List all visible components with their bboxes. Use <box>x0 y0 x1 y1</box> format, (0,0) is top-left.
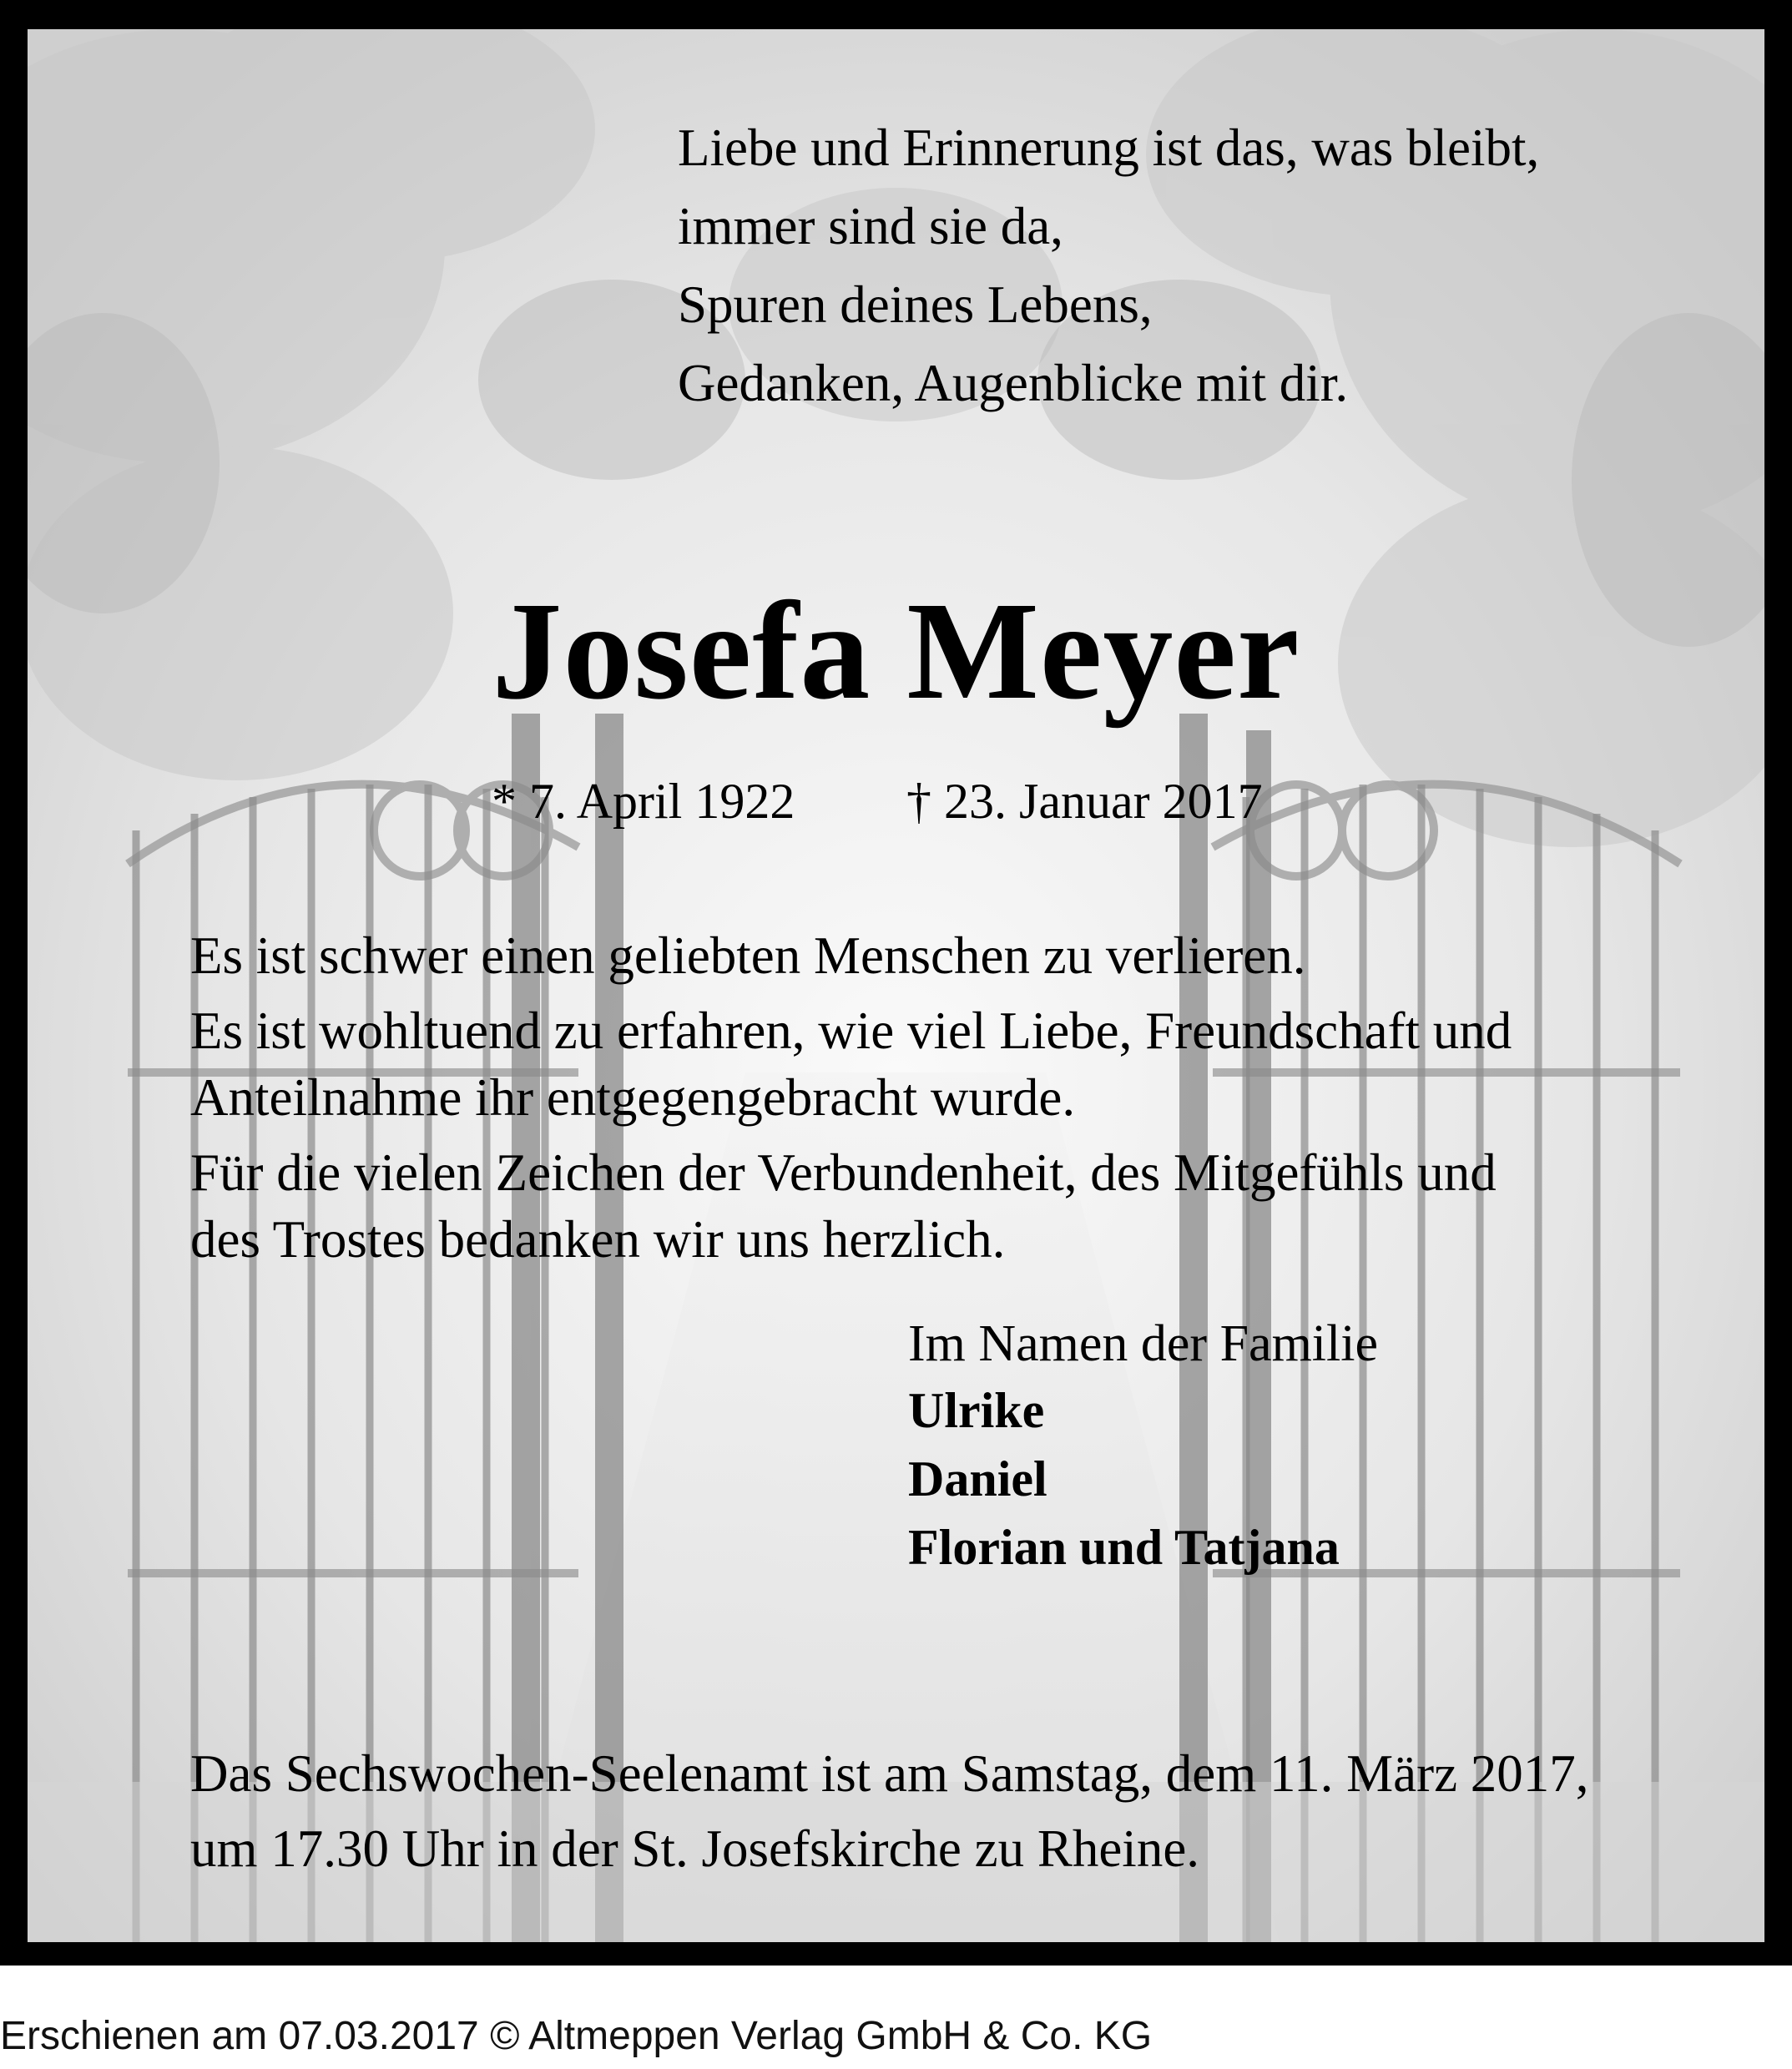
message-paragraph <box>190 997 1512 1131</box>
service-line: um 17.30 Uhr in der St. Josefskirche zu Rheine. <box>190 1819 1200 1878</box>
poem-line: Spuren deines Lebens, <box>678 275 1153 334</box>
message-line: Anteilnahme ihr entgegengebracht wurde. <box>190 1068 1076 1127</box>
message-line: Für die vielen Zeichen der Verbundenheit, des Mitgefühls und <box>190 1143 1497 1202</box>
signer-name: Florian und Tatjana <box>908 1520 1340 1575</box>
publication-footer: Erschienen am 07.03.2017 © Altmeppen Verlag GmbH & Co. KG <box>0 2014 1153 2058</box>
service-announcement <box>190 1736 1589 1886</box>
message-paragraph <box>190 922 1306 989</box>
message-line: des Trostes bedanken wir uns herzlich. <box>190 1210 1006 1269</box>
poem-line: immer sind sie da, <box>678 197 1063 255</box>
signer-name: Daniel <box>908 1451 1047 1506</box>
poem-line: Gedanken, Augenblicke mit dir. <box>678 354 1349 412</box>
signature-intro: Im Namen der Familie <box>908 1315 1378 1372</box>
birth-date: * 7. April 1922 <box>492 774 795 829</box>
message-line: Es ist wohltuend zu erfahren, wie viel Liebe, Freundschaft und <box>190 1002 1512 1060</box>
poem-line: Liebe und Erinnerung ist das, was bleibt, <box>678 119 1540 177</box>
signer-name: Ulrike <box>908 1383 1045 1438</box>
deceased-name: Josefa Meyer <box>492 573 1300 729</box>
notice-content <box>28 29 1764 1942</box>
message-paragraph <box>190 1139 1497 1273</box>
message-line: Es ist schwer einen geliebten Menschen zu verlieren. <box>190 926 1306 985</box>
service-line: Das Sechswochen-Seelenamt ist am Samstag, dem 11. März 2017, <box>190 1744 1589 1803</box>
poem <box>678 108 1539 422</box>
death-date: † 23. Januar 2017 <box>906 774 1263 829</box>
